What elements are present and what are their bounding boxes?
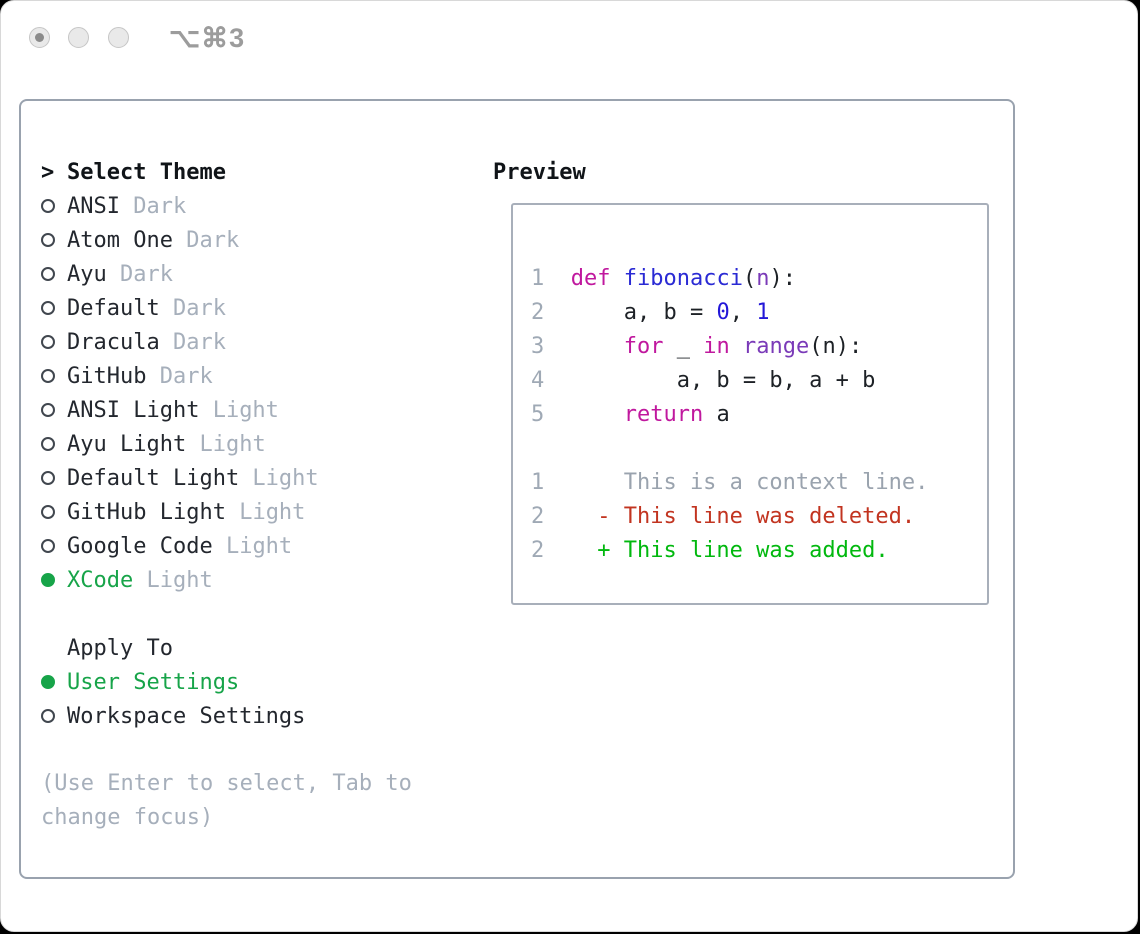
theme-variant-label: Dark <box>159 295 226 321</box>
theme-name: GitHub <box>67 363 147 389</box>
theme-name: ANSI <box>67 193 120 219</box>
code-preview <box>513 205 987 567</box>
diff-context-text: This is a context line. <box>570 469 929 495</box>
code-token: ( <box>742 265 757 291</box>
apply-to-header-label: Apply To <box>67 635 173 661</box>
line-number: 1 <box>531 469 545 495</box>
code-token: _ <box>663 333 704 359</box>
theme-name: Atom One <box>67 227 173 253</box>
code-line <box>531 295 987 329</box>
code-token <box>730 334 743 359</box>
line-number: 2 <box>531 299 545 325</box>
apply-option-user-settings[interactable] <box>41 665 481 699</box>
code-token <box>571 334 624 359</box>
theme-variant-label: Light <box>212 533 293 559</box>
radio-icon <box>41 471 55 485</box>
code-line <box>531 261 987 295</box>
select-theme-header <box>41 155 481 189</box>
code-token <box>571 402 624 427</box>
theme-name: Default Light <box>67 465 240 491</box>
line-number: 2 <box>531 503 545 529</box>
theme-list <box>41 155 481 835</box>
code-token: def <box>570 265 611 291</box>
code-token: fibonacci <box>623 265 743 291</box>
code-line <box>531 363 987 397</box>
theme-name: Google Code <box>67 533 213 559</box>
radio-icon <box>41 233 55 247</box>
theme-variant-label: Light <box>239 465 319 491</box>
theme-option-xcode-light[interactable] <box>41 563 481 597</box>
focus-caret-icon: > <box>41 159 55 185</box>
theme-option-ansi-light[interactable] <box>41 393 481 427</box>
line-number: 2 <box>531 537 545 563</box>
theme-variant-label: Light <box>186 431 266 457</box>
preview-header: Preview <box>493 159 586 185</box>
theme-variant-label: Light <box>133 567 213 593</box>
theme-variant-label: Light <box>225 499 306 525</box>
line-number: 5 <box>531 401 545 427</box>
theme-name: Ayu Light <box>67 431 187 457</box>
apply-option-workspace-settings[interactable] <box>41 699 481 733</box>
code-token: a <box>703 401 730 427</box>
code-token: 1 <box>756 299 770 325</box>
code-token: 0 <box>716 299 730 325</box>
theme-variant-label: Dark <box>119 193 187 219</box>
theme-option-google-code-light[interactable] <box>41 529 481 563</box>
radio-icon <box>41 505 55 519</box>
code-token: for <box>623 333 664 359</box>
diff-context-line <box>531 465 987 499</box>
code-line <box>531 397 987 431</box>
line-number: 3 <box>531 333 545 359</box>
theme-option-ayu-dark[interactable] <box>41 257 481 291</box>
select-theme-header-label: Select Theme <box>67 159 226 185</box>
code-token: return <box>623 401 704 427</box>
code-token: a, b = <box>570 299 717 325</box>
diff-preview <box>531 465 987 567</box>
radio-icon <box>41 199 55 213</box>
theme-variant-label: Light <box>199 397 279 423</box>
theme-option-atom-one-dark[interactable] <box>41 223 481 257</box>
theme-variant-label: Dark <box>106 261 173 287</box>
radio-selected-icon <box>41 573 55 587</box>
spacer <box>41 597 481 631</box>
radio-icon <box>41 437 55 451</box>
radio-icon <box>41 301 55 315</box>
radio-icon <box>41 539 55 553</box>
active-dot-icon <box>35 33 44 42</box>
theme-option-default-light[interactable] <box>41 461 481 495</box>
theme-name: GitHub Light <box>67 499 226 525</box>
apply-to-header <box>41 631 481 665</box>
radio-icon <box>41 403 55 417</box>
theme-name: Ayu <box>67 261 107 287</box>
radio-icon <box>41 335 55 349</box>
window-titlebar <box>1 1 1137 61</box>
spacer <box>41 733 481 767</box>
line-number: 1 <box>531 265 545 291</box>
theme-option-dracula-dark[interactable] <box>41 325 481 359</box>
code-token: ): <box>769 265 796 291</box>
code-token: n <box>756 265 770 291</box>
preview-box <box>511 203 989 605</box>
radio-icon <box>41 369 55 383</box>
theme-name: XCode <box>67 567 134 593</box>
code-line <box>531 329 987 363</box>
theme-variant-label: Dark <box>146 363 213 389</box>
theme-variant-label: Dark <box>159 329 226 355</box>
diff-deleted-line <box>531 499 987 533</box>
line-number: 4 <box>531 367 545 393</box>
diff-deleted-text: - This line was deleted. <box>570 503 916 529</box>
diff-added-line <box>531 533 987 567</box>
zoom-button[interactable] <box>108 27 129 48</box>
theme-option-github-dark[interactable] <box>41 359 481 393</box>
code-token: in <box>703 333 730 359</box>
code-token: a, b = b, a + b <box>570 367 876 393</box>
diff-added-text: + This line was added. <box>570 537 889 563</box>
radio-icon <box>41 267 55 281</box>
theme-option-ansi-dark[interactable] <box>41 189 481 223</box>
code-token <box>610 266 623 291</box>
minimize-button[interactable] <box>68 27 89 48</box>
theme-variant-label: Dark <box>172 227 240 253</box>
theme-option-default-dark[interactable] <box>41 291 481 325</box>
theme-option-ayu-light[interactable] <box>41 427 481 461</box>
theme-name: Dracula <box>67 329 160 355</box>
radio-icon <box>41 709 55 723</box>
keyboard-shortcut-label: ⌥⌘3 <box>169 23 246 53</box>
code-token: range <box>742 333 810 359</box>
code-token: (n): <box>809 333 863 359</box>
apply-option-label: Workspace Settings <box>67 703 306 729</box>
hint-text: (Use Enter to select, Tab to change focus) <box>41 771 412 830</box>
code-token: , <box>729 299 757 325</box>
theme-option-github-light[interactable] <box>41 495 481 529</box>
close-button[interactable] <box>29 27 50 48</box>
theme-picker-panel <box>19 99 1015 879</box>
radio-selected-icon <box>41 675 55 689</box>
theme-name: ANSI Light <box>67 397 200 423</box>
theme-name: Default <box>67 295 160 321</box>
apply-option-label: User Settings <box>67 669 240 695</box>
